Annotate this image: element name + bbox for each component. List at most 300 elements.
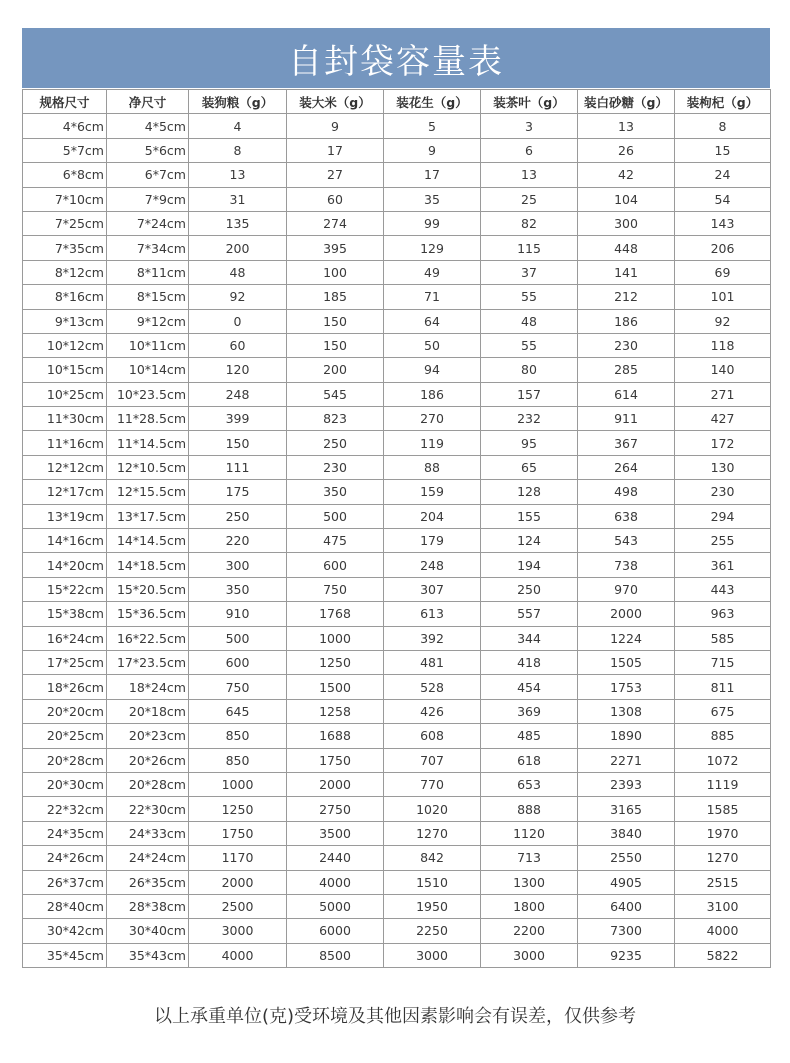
capacity-cell: 300	[578, 211, 675, 235]
spec-size-cell: 4*6cm	[23, 114, 107, 138]
net-size-cell: 13*17.5cm	[107, 504, 189, 528]
capacity-cell: 100	[287, 260, 384, 284]
capacity-cell: 738	[578, 553, 675, 577]
net-size-cell: 10*14cm	[107, 358, 189, 382]
table-row	[23, 431, 771, 455]
capacity-cell: 15	[675, 138, 771, 162]
capacity-cell: 2250	[384, 919, 481, 943]
table-row	[23, 163, 771, 187]
spec-size-cell: 11*30cm	[23, 407, 107, 431]
capacity-cell: 2000	[287, 772, 384, 796]
capacity-cell: 60	[287, 187, 384, 211]
capacity-cell: 119	[384, 431, 481, 455]
capacity-cell: 3000	[384, 943, 481, 967]
header-cell: 规格尺寸	[23, 90, 107, 114]
capacity-cell: 2000	[578, 602, 675, 626]
capacity-cell: 175	[189, 480, 287, 504]
capacity-cell: 48	[481, 309, 578, 333]
capacity-cell: 2271	[578, 748, 675, 772]
capacity-cell: 3	[481, 114, 578, 138]
capacity-cell: 115	[481, 236, 578, 260]
capacity-cell: 1258	[287, 699, 384, 723]
capacity-cell: 1270	[675, 846, 771, 870]
capacity-cell: 150	[287, 309, 384, 333]
capacity-cell: 585	[675, 626, 771, 650]
spec-size-cell: 17*25cm	[23, 650, 107, 674]
capacity-cell: 1510	[384, 870, 481, 894]
spec-size-cell: 12*12cm	[23, 455, 107, 479]
capacity-cell: 24	[675, 163, 771, 187]
table-row	[23, 553, 771, 577]
capacity-cell: 294	[675, 504, 771, 528]
capacity-cell: 770	[384, 772, 481, 796]
capacity-cell: 600	[189, 650, 287, 674]
header-cell: 装茶叶（g）	[481, 90, 578, 114]
capacity-cell: 220	[189, 529, 287, 553]
net-size-cell: 11*28.5cm	[107, 407, 189, 431]
table-row	[23, 504, 771, 528]
capacity-cell: 118	[675, 333, 771, 357]
capacity-cell: 157	[481, 382, 578, 406]
capacity-cell: 481	[384, 650, 481, 674]
net-size-cell: 15*20.5cm	[107, 577, 189, 601]
capacity-cell: 2440	[287, 846, 384, 870]
capacity-cell: 1500	[287, 675, 384, 699]
header-cell: 装花生（g）	[384, 90, 481, 114]
capacity-cell: 155	[481, 504, 578, 528]
capacity-cell: 3165	[578, 797, 675, 821]
table-row	[23, 699, 771, 723]
capacity-cell: 1950	[384, 894, 481, 918]
capacity-cell: 80	[481, 358, 578, 382]
capacity-cell: 135	[189, 211, 287, 235]
table-row	[23, 358, 771, 382]
capacity-cell: 1300	[481, 870, 578, 894]
capacity-cell: 4000	[189, 943, 287, 967]
capacity-cell: 653	[481, 772, 578, 796]
capacity-cell: 17	[287, 138, 384, 162]
capacity-cell: 3100	[675, 894, 771, 918]
capacity-cell: 448	[578, 236, 675, 260]
capacity-cell: 350	[189, 577, 287, 601]
net-size-cell: 20*28cm	[107, 772, 189, 796]
capacity-cell: 3840	[578, 821, 675, 845]
spec-size-cell: 15*22cm	[23, 577, 107, 601]
capacity-cell: 172	[675, 431, 771, 455]
capacity-cell: 1119	[675, 772, 771, 796]
capacity-cell: 120	[189, 358, 287, 382]
capacity-cell: 212	[578, 285, 675, 309]
spec-size-cell: 6*8cm	[23, 163, 107, 187]
capacity-cell: 418	[481, 650, 578, 674]
capacity-cell: 65	[481, 455, 578, 479]
capacity-cell: 92	[189, 285, 287, 309]
capacity-cell: 8	[189, 138, 287, 162]
net-size-cell: 8*11cm	[107, 260, 189, 284]
spec-size-cell: 20*30cm	[23, 772, 107, 796]
net-size-cell: 17*23.5cm	[107, 650, 189, 674]
net-size-cell: 4*5cm	[107, 114, 189, 138]
capacity-cell: 850	[189, 724, 287, 748]
capacity-cell: 1224	[578, 626, 675, 650]
capacity-cell: 1308	[578, 699, 675, 723]
table-row	[23, 919, 771, 943]
capacity-cell: 255	[675, 529, 771, 553]
capacity-cell: 274	[287, 211, 384, 235]
capacity-cell: 264	[578, 455, 675, 479]
capacity-cell: 194	[481, 553, 578, 577]
capacity-cell: 427	[675, 407, 771, 431]
capacity-cell: 35	[384, 187, 481, 211]
capacity-cell: 3000	[481, 943, 578, 967]
capacity-cell: 250	[287, 431, 384, 455]
spec-size-cell: 13*19cm	[23, 504, 107, 528]
capacity-cell: 485	[481, 724, 578, 748]
capacity-cell: 888	[481, 797, 578, 821]
capacity-cell: 367	[578, 431, 675, 455]
capacity-cell: 395	[287, 236, 384, 260]
capacity-cell: 1072	[675, 748, 771, 772]
table-row	[23, 772, 771, 796]
capacity-cell: 5000	[287, 894, 384, 918]
capacity-cell: 1170	[189, 846, 287, 870]
capacity-cell: 248	[384, 553, 481, 577]
capacity-cell: 350	[287, 480, 384, 504]
capacity-cell: 0	[189, 309, 287, 333]
capacity-cell: 1000	[189, 772, 287, 796]
capacity-cell: 963	[675, 602, 771, 626]
net-size-cell: 5*6cm	[107, 138, 189, 162]
capacity-cell: 454	[481, 675, 578, 699]
capacity-cell: 55	[481, 333, 578, 357]
capacity-cell: 54	[675, 187, 771, 211]
table-row	[23, 455, 771, 479]
spec-size-cell: 24*35cm	[23, 821, 107, 845]
capacity-cell: 42	[578, 163, 675, 187]
spec-size-cell: 20*28cm	[23, 748, 107, 772]
spec-size-cell: 20*20cm	[23, 699, 107, 723]
net-size-cell: 22*30cm	[107, 797, 189, 821]
capacity-cell: 2000	[189, 870, 287, 894]
capacity-cell: 124	[481, 529, 578, 553]
table-row	[23, 187, 771, 211]
capacity-cell: 608	[384, 724, 481, 748]
capacity-cell: 8	[675, 114, 771, 138]
table-body	[23, 114, 771, 968]
capacity-cell: 344	[481, 626, 578, 650]
header-cell: 装大米（g）	[287, 90, 384, 114]
table-row	[23, 236, 771, 260]
spec-size-cell: 14*16cm	[23, 529, 107, 553]
net-size-cell: 12*15.5cm	[107, 480, 189, 504]
capacity-cell: 94	[384, 358, 481, 382]
capacity-cell: 230	[578, 333, 675, 357]
capacity-cell: 707	[384, 748, 481, 772]
capacity-cell: 270	[384, 407, 481, 431]
capacity-cell: 141	[578, 260, 675, 284]
capacity-cell: 2393	[578, 772, 675, 796]
capacity-cell: 1890	[578, 724, 675, 748]
spec-size-cell: 11*16cm	[23, 431, 107, 455]
capacity-cell: 750	[189, 675, 287, 699]
capacity-cell: 128	[481, 480, 578, 504]
capacity-cell: 230	[675, 480, 771, 504]
capacity-cell: 885	[675, 724, 771, 748]
capacity-cell: 37	[481, 260, 578, 284]
capacity-cell: 200	[287, 358, 384, 382]
table-row	[23, 529, 771, 553]
capacity-cell: 25	[481, 187, 578, 211]
capacity-cell: 186	[578, 309, 675, 333]
spec-size-cell: 24*26cm	[23, 846, 107, 870]
table-row	[23, 724, 771, 748]
spec-size-cell: 10*12cm	[23, 333, 107, 357]
net-size-cell: 12*10.5cm	[107, 455, 189, 479]
capacity-cell: 545	[287, 382, 384, 406]
capacity-cell: 150	[189, 431, 287, 455]
net-size-cell: 10*23.5cm	[107, 382, 189, 406]
capacity-cell: 6000	[287, 919, 384, 943]
capacity-cell: 31	[189, 187, 287, 211]
capacity-cell: 1250	[189, 797, 287, 821]
net-size-cell: 7*34cm	[107, 236, 189, 260]
capacity-table	[22, 89, 771, 968]
capacity-cell: 2550	[578, 846, 675, 870]
capacity-cell: 13	[481, 163, 578, 187]
capacity-cell: 713	[481, 846, 578, 870]
capacity-cell: 970	[578, 577, 675, 601]
capacity-cell: 250	[189, 504, 287, 528]
net-size-cell: 6*7cm	[107, 163, 189, 187]
capacity-cell: 13	[189, 163, 287, 187]
table-row	[23, 480, 771, 504]
spec-size-cell: 15*38cm	[23, 602, 107, 626]
capacity-cell: 6400	[578, 894, 675, 918]
net-size-cell: 24*24cm	[107, 846, 189, 870]
capacity-cell: 3000	[189, 919, 287, 943]
capacity-cell: 1270	[384, 821, 481, 845]
capacity-cell: 232	[481, 407, 578, 431]
capacity-cell: 69	[675, 260, 771, 284]
capacity-cell: 426	[384, 699, 481, 723]
capacity-cell: 7300	[578, 919, 675, 943]
spec-size-cell: 35*45cm	[23, 943, 107, 967]
table-row	[23, 309, 771, 333]
table-row	[23, 821, 771, 845]
net-size-cell: 20*26cm	[107, 748, 189, 772]
capacity-cell: 49	[384, 260, 481, 284]
capacity-cell: 2750	[287, 797, 384, 821]
table-row	[23, 260, 771, 284]
net-size-cell: 14*14.5cm	[107, 529, 189, 553]
capacity-cell: 55	[481, 285, 578, 309]
capacity-cell: 399	[189, 407, 287, 431]
capacity-cell: 129	[384, 236, 481, 260]
capacity-cell: 500	[189, 626, 287, 650]
capacity-cell: 1585	[675, 797, 771, 821]
net-size-cell: 10*11cm	[107, 333, 189, 357]
capacity-cell: 638	[578, 504, 675, 528]
capacity-cell: 204	[384, 504, 481, 528]
spec-size-cell: 30*42cm	[23, 919, 107, 943]
capacity-cell: 618	[481, 748, 578, 772]
net-size-cell: 35*43cm	[107, 943, 189, 967]
capacity-cell: 307	[384, 577, 481, 601]
capacity-cell: 2200	[481, 919, 578, 943]
net-size-cell: 18*24cm	[107, 675, 189, 699]
table-row	[23, 870, 771, 894]
net-size-cell: 28*38cm	[107, 894, 189, 918]
spec-size-cell: 7*10cm	[23, 187, 107, 211]
capacity-cell: 528	[384, 675, 481, 699]
spec-size-cell: 12*17cm	[23, 480, 107, 504]
spec-size-cell: 20*25cm	[23, 724, 107, 748]
capacity-cell: 250	[481, 577, 578, 601]
capacity-cell: 111	[189, 455, 287, 479]
capacity-cell: 715	[675, 650, 771, 674]
net-size-cell: 7*24cm	[107, 211, 189, 235]
capacity-cell: 48	[189, 260, 287, 284]
table-row	[23, 650, 771, 674]
capacity-cell: 200	[189, 236, 287, 260]
header-cell: 装狗粮（g）	[189, 90, 287, 114]
spec-size-cell: 7*25cm	[23, 211, 107, 235]
capacity-cell: 911	[578, 407, 675, 431]
capacity-cell: 823	[287, 407, 384, 431]
capacity-cell: 159	[384, 480, 481, 504]
capacity-cell: 1750	[287, 748, 384, 772]
capacity-cell: 850	[189, 748, 287, 772]
capacity-cell: 186	[384, 382, 481, 406]
table-row	[23, 114, 771, 138]
capacity-cell: 99	[384, 211, 481, 235]
table-row	[23, 138, 771, 162]
capacity-cell: 9235	[578, 943, 675, 967]
capacity-cell: 82	[481, 211, 578, 235]
net-size-cell: 26*35cm	[107, 870, 189, 894]
capacity-cell: 13	[578, 114, 675, 138]
spec-size-cell: 5*7cm	[23, 138, 107, 162]
capacity-cell: 1120	[481, 821, 578, 845]
spec-size-cell: 18*26cm	[23, 675, 107, 699]
capacity-cell: 185	[287, 285, 384, 309]
capacity-cell: 1753	[578, 675, 675, 699]
capacity-cell: 9	[384, 138, 481, 162]
capacity-cell: 1000	[287, 626, 384, 650]
spec-size-cell: 8*16cm	[23, 285, 107, 309]
table-row	[23, 675, 771, 699]
table-row	[23, 748, 771, 772]
spec-size-cell: 14*20cm	[23, 553, 107, 577]
capacity-cell: 443	[675, 577, 771, 601]
capacity-cell: 645	[189, 699, 287, 723]
capacity-cell: 475	[287, 529, 384, 553]
capacity-cell: 104	[578, 187, 675, 211]
capacity-cell: 130	[675, 455, 771, 479]
spec-size-cell: 28*40cm	[23, 894, 107, 918]
capacity-cell: 1688	[287, 724, 384, 748]
spec-size-cell: 7*35cm	[23, 236, 107, 260]
spec-size-cell: 8*12cm	[23, 260, 107, 284]
table-row	[23, 943, 771, 967]
capacity-cell: 5	[384, 114, 481, 138]
spec-size-cell: 22*32cm	[23, 797, 107, 821]
capacity-cell: 9	[287, 114, 384, 138]
capacity-cell: 4	[189, 114, 287, 138]
capacity-cell: 285	[578, 358, 675, 382]
capacity-cell: 1250	[287, 650, 384, 674]
capacity-cell: 2500	[189, 894, 287, 918]
capacity-cell: 271	[675, 382, 771, 406]
capacity-cell: 150	[287, 333, 384, 357]
table-row	[23, 577, 771, 601]
capacity-cell: 17	[384, 163, 481, 187]
capacity-cell: 1750	[189, 821, 287, 845]
capacity-cell: 842	[384, 846, 481, 870]
capacity-cell: 675	[675, 699, 771, 723]
net-size-cell: 20*18cm	[107, 699, 189, 723]
header-cell: 净尺寸	[107, 90, 189, 114]
capacity-cell: 1020	[384, 797, 481, 821]
net-size-cell: 7*9cm	[107, 187, 189, 211]
capacity-cell: 140	[675, 358, 771, 382]
capacity-cell: 369	[481, 699, 578, 723]
capacity-cell: 500	[287, 504, 384, 528]
header-cell: 装白砂糖（g）	[578, 90, 675, 114]
net-size-cell: 14*18.5cm	[107, 553, 189, 577]
capacity-cell: 613	[384, 602, 481, 626]
footer-note: 以上承重单位(克)受环境及其他因素影响会有误差，仅供参考	[153, 1006, 637, 1027]
capacity-cell: 248	[189, 382, 287, 406]
capacity-cell: 206	[675, 236, 771, 260]
capacity-cell: 1505	[578, 650, 675, 674]
capacity-cell: 5822	[675, 943, 771, 967]
capacity-cell: 4000	[675, 919, 771, 943]
table-row	[23, 894, 771, 918]
table-row	[23, 797, 771, 821]
capacity-cell: 88	[384, 455, 481, 479]
spec-size-cell: 16*24cm	[23, 626, 107, 650]
spec-size-cell: 10*15cm	[23, 358, 107, 382]
net-size-cell: 11*14.5cm	[107, 431, 189, 455]
capacity-cell: 300	[189, 553, 287, 577]
capacity-cell: 101	[675, 285, 771, 309]
table-title: 自封袋容量表	[22, 28, 770, 88]
capacity-cell: 26	[578, 138, 675, 162]
capacity-cell: 1970	[675, 821, 771, 845]
capacity-cell: 143	[675, 211, 771, 235]
net-size-cell: 8*15cm	[107, 285, 189, 309]
capacity-cell: 230	[287, 455, 384, 479]
table-row	[23, 333, 771, 357]
capacity-cell: 750	[287, 577, 384, 601]
capacity-cell: 498	[578, 480, 675, 504]
capacity-cell: 614	[578, 382, 675, 406]
capacity-cell: 50	[384, 333, 481, 357]
net-size-cell: 30*40cm	[107, 919, 189, 943]
capacity-cell: 6	[481, 138, 578, 162]
net-size-cell: 24*33cm	[107, 821, 189, 845]
table-row	[23, 626, 771, 650]
net-size-cell: 15*36.5cm	[107, 602, 189, 626]
capacity-cell: 95	[481, 431, 578, 455]
capacity-cell: 179	[384, 529, 481, 553]
spec-size-cell: 10*25cm	[23, 382, 107, 406]
capacity-cell: 1800	[481, 894, 578, 918]
table-row	[23, 382, 771, 406]
capacity-cell: 27	[287, 163, 384, 187]
net-size-cell: 16*22.5cm	[107, 626, 189, 650]
